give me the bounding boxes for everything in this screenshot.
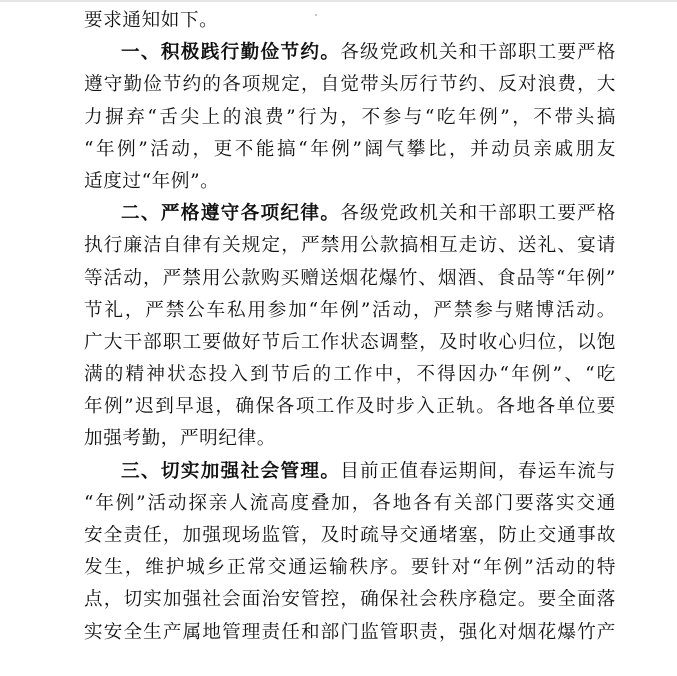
document-body bbox=[84, 5, 616, 649]
text-line: 实安全生产属地管理责任和部门监管职责，强化对烟花爆竹产 bbox=[84, 621, 616, 643]
text-line: 发生，维护城乡正常交通运输秩序。要针对“年例”活动的特 bbox=[84, 557, 616, 579]
text-line: 要求通知如下。 bbox=[84, 10, 219, 31]
text-line: 力摒弃“舌尖上的浪费”行为，不参与“吃年例”，不带头搞 bbox=[84, 106, 616, 128]
paragraph-1-first-line: 一、积极践行勤俭节约。各级党政机关和干部职工要严格 bbox=[121, 42, 616, 64]
text-line: 等活动，严禁用公款购买赠送烟花爆竹、烟酒、食品等“年例” bbox=[84, 267, 616, 289]
text-line: 安全责任，加强现场监管，及时疏导交通堵塞，防止交通事故 bbox=[84, 525, 616, 546]
section-heading-1: 一、积极践行勤俭节约。 bbox=[121, 42, 341, 64]
text-line: 广大干部职工要做好节后工作状态调整，及时收心归位，以饱 bbox=[84, 331, 616, 353]
section-heading-2: 二、严格遵守各项纪律。 bbox=[121, 203, 341, 225]
text-line: “年例”活动探亲人流高度叠加，各地各有关部门要落实交通 bbox=[84, 492, 616, 514]
text-line: 年例”迟到早退，确保各项工作及时步入正轨。各地各单位要 bbox=[84, 396, 616, 418]
section-heading-3: 三、切实加强社会管理。 bbox=[121, 460, 341, 482]
text-line: “年例”活动，更不能搞“年例”阔气攀比，并动员亲戚朋友 bbox=[84, 138, 616, 160]
paragraph-3-first-line: 三、切实加强社会管理。目前正值春运期间，春运车流与 bbox=[121, 460, 616, 482]
text-line: 执行廉洁自律有关规定，严禁用公款搞相互走访、送礼、宴请 bbox=[84, 235, 616, 257]
paragraph-2-first-line: 二、严格遵守各项纪律。各级党政机关和干部职工要严格 bbox=[121, 203, 616, 225]
text-line: 满的精神状态投入到节后的工作中，不得因办“年例”、“吃 bbox=[84, 364, 616, 386]
text-line: 适度过“年例”。 bbox=[84, 170, 220, 192]
text-line: 点，切实加强社会面治安管控，确保社会秩序稳定。要全面落 bbox=[84, 589, 616, 611]
text-line: 遵守勤俭节约的各项规定，自觉带头厉行节约、反对浪费，大 bbox=[84, 74, 616, 96]
text-line: 加强考勤，严明纪律。 bbox=[84, 428, 276, 450]
text-line: 节礼，严禁公车私用参加“年例”活动，严禁参与赌博活动。 bbox=[84, 299, 616, 321]
scan-edge bbox=[0, 0, 677, 2]
